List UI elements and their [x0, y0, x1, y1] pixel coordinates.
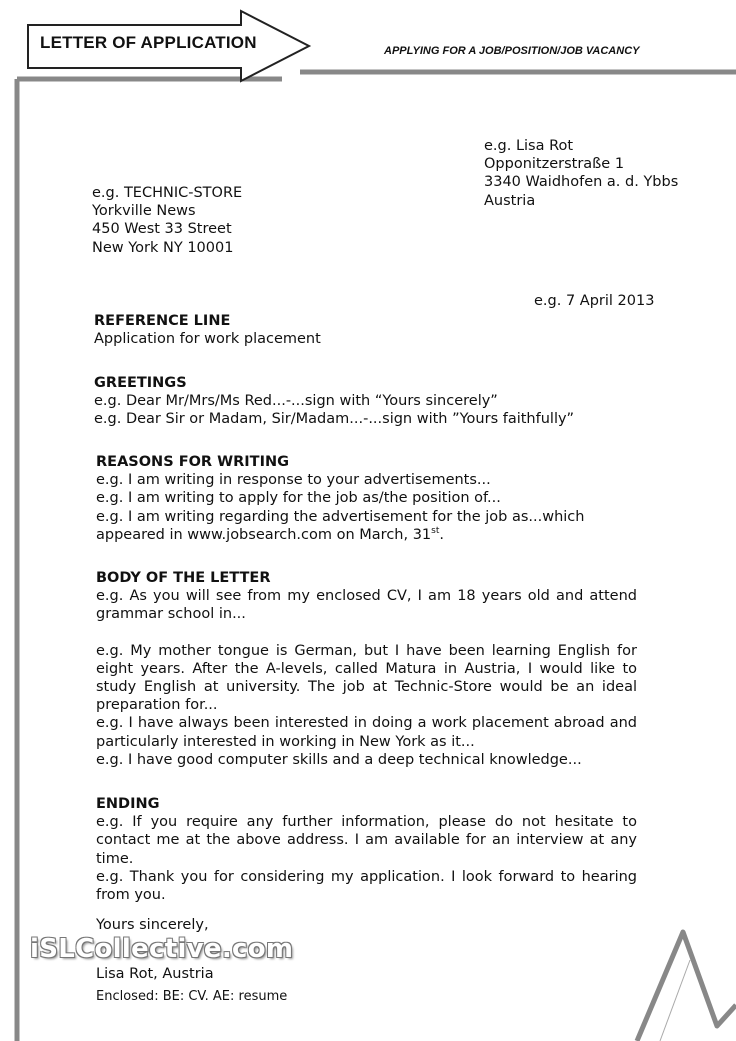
reasons-section: [96, 453, 584, 544]
reason-last-text: appeared in www.jobsearch.com on March, 31: [96, 526, 432, 543]
document-title: LETTER OF APPLICATION: [40, 33, 257, 52]
recipient-address: [92, 184, 242, 257]
letter-date: e.g. 7 April 2013: [534, 293, 655, 309]
body-paragraph: e.g. I have good computer skills and a deep technical knowledge...: [96, 751, 582, 768]
reasons-heading: REASONS FOR WRITING: [96, 454, 290, 470]
body-heading: BODY OF THE LETTER: [96, 570, 271, 586]
watermark-logo: iSLCollective.com: [30, 934, 294, 964]
sender-address: [484, 137, 678, 210]
closing-salutation: Yours sincerely,: [96, 917, 209, 933]
enclosed-note: Enclosed: BE: CV. AE: resume: [96, 989, 288, 1004]
sender-line: 3340 Waidhofen a. d. Ybbs: [484, 174, 679, 191]
sender-line: Austria: [484, 192, 536, 209]
document-subtitle: APPLYING FOR A JOB/POSITION/JOB VACANCY: [384, 45, 640, 57]
ending-paragraph: e.g. Thank you for considering my application. I look forward to hearing from you.: [96, 868, 637, 904]
ending-section: [96, 795, 637, 904]
recipient-line: e.g. TECHNIC-STORE: [92, 185, 243, 201]
reference-text: Application for work placement: [94, 331, 321, 348]
reason-last-sup: st: [431, 525, 440, 536]
reference-heading: REFERENCE LINE: [94, 313, 231, 329]
recipient-line: 450 West 33 Street: [92, 221, 232, 238]
body-paragraph: e.g. I have always been interested in doing a work placement abroad and particularly interested in working in New York as it...: [96, 715, 637, 750]
reason-line: e.g. I am writing regarding the advertisement for the job as...which: [96, 508, 585, 525]
ending-heading: ENDING: [96, 796, 160, 812]
greeting-line: e.g. Dear Sir or Madam, Sir/Madam...-...sign with ”Yours faithfully”: [94, 411, 575, 428]
reason-line: e.g. I am writing in response to your advertisements...: [96, 472, 491, 489]
reason-line: e.g. I am writing to apply for the job as/the position of...: [96, 490, 501, 507]
sender-line: e.g. Lisa Rot: [484, 138, 574, 154]
reference-section: [94, 312, 321, 348]
greeting-line: e.g. Dear Mr/Mrs/Ms Red...-...sign with “Yours sincerely”: [94, 393, 498, 410]
reason-line-last: [96, 526, 584, 544]
body-paragraph: e.g. As you will see from my enclosed CV, I am 18 years old and attend grammar school in...: [96, 588, 637, 623]
signature: Lisa Rot, Austria: [96, 966, 214, 982]
recipient-line: New York NY 10001: [92, 239, 234, 256]
reason-last-end: .: [439, 526, 444, 543]
folded-corner: [637, 932, 736, 1041]
greetings-section: [94, 374, 574, 429]
body-section: [96, 569, 637, 769]
ending-paragraph: e.g. If you require any further information, please do not hesitate to contact me at the above address. I am available for an interview at any time.: [96, 814, 637, 867]
recipient-line: Yorkville News: [92, 203, 196, 220]
body-paragraph: e.g. My mother tongue is German, but I have been learning English for eight years. After the A-levels, called Matura in Austria, I would like to study English at university. The job at Technic-Store would be an ideal preparation for...: [96, 642, 637, 714]
sender-line: Opponitzerstraße 1: [484, 156, 625, 173]
greetings-heading: GREETINGS: [94, 375, 187, 391]
